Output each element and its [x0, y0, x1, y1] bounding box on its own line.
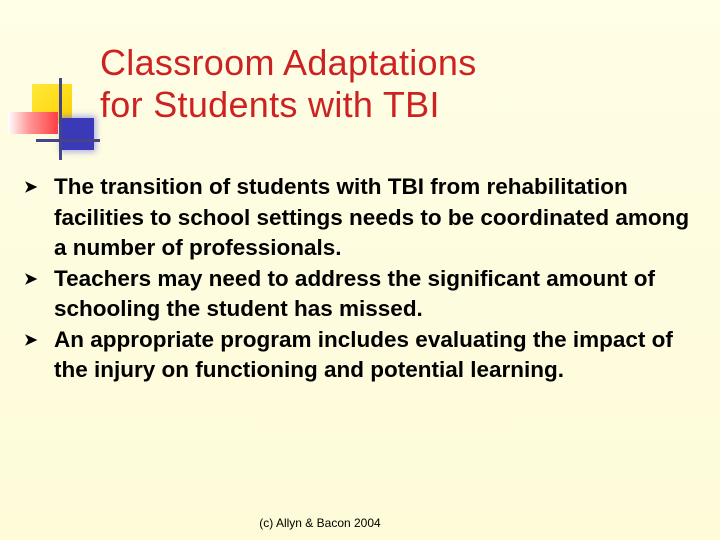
title-line-2: for Students with TBI	[100, 84, 440, 125]
blue-square-decoration	[62, 118, 94, 150]
bullet-text-2: Teachers may need to address the significant amount of schooling the student has missed.	[54, 265, 655, 321]
bullet-item-2	[20, 264, 700, 325]
footer-copyright: (c) Allyn & Bacon 2004	[259, 516, 381, 530]
vertical-line-decoration	[59, 78, 62, 160]
arrowhead-bullet-icon: ➤	[24, 179, 38, 196]
red-square-decoration	[8, 112, 58, 134]
bullet-item-3	[20, 325, 700, 386]
arrowhead-bullet-icon: ➤	[24, 270, 38, 288]
arrowhead-bullet-icon: ➤	[24, 331, 38, 349]
slide-title	[100, 42, 660, 126]
bullet-text-1: The transition of students with TBI from rehabilitation facilities to school settings needs to be coordinated among a number of professionals.	[54, 174, 690, 260]
horizontal-line-decoration	[36, 139, 100, 142]
title-line-1: Classroom Adaptations	[100, 42, 477, 83]
bullet-text-3: An appropriate program includes evaluating the impact of the injury on functioning and potential learning.	[54, 326, 673, 382]
bullet-item-1	[20, 172, 700, 264]
bullet-list	[20, 172, 700, 386]
